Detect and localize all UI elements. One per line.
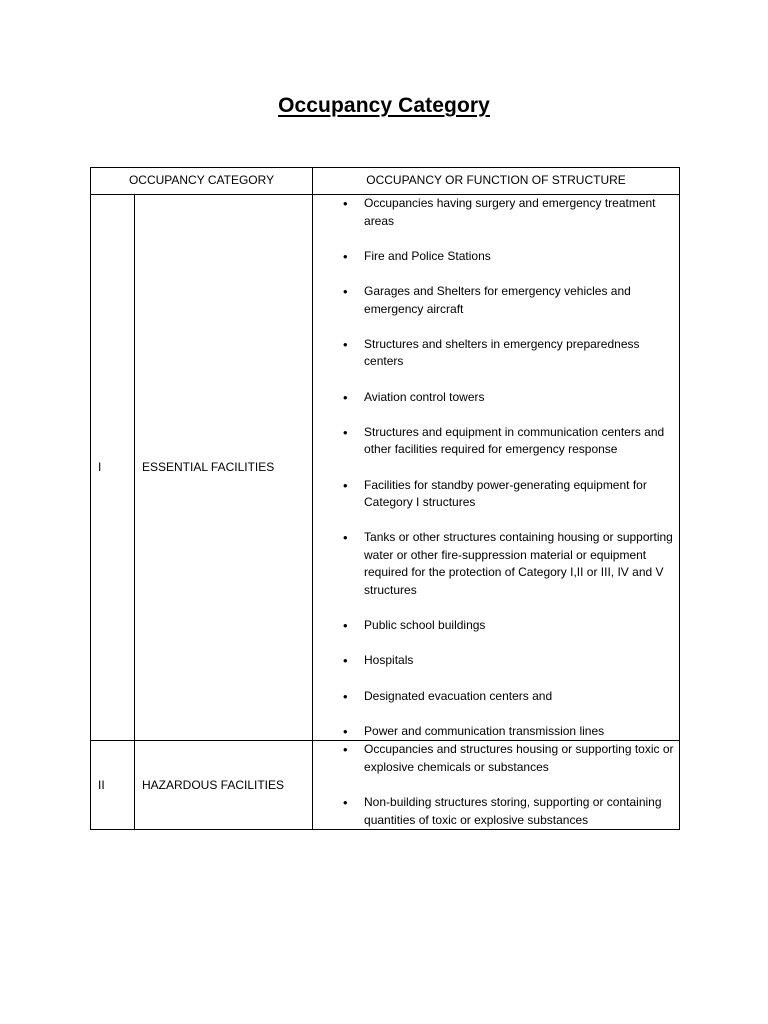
table-header-row xyxy=(91,168,680,195)
category-items-cell xyxy=(313,195,680,741)
list-item: • Designated evacuation centers and xyxy=(313,688,679,706)
category-number: II xyxy=(91,741,135,830)
list-item: • Structures and equipment in communication centers and other facilities required for emergency response xyxy=(313,424,679,459)
category-items-cell xyxy=(313,741,680,830)
list-item: • Structures and shelters in emergency preparedness centers xyxy=(313,336,679,371)
header-occupancy-category: OCCUPANCY CATEGORY xyxy=(91,168,313,195)
bullet-list xyxy=(313,195,679,740)
list-item: • Facilities for standby power-generating equipment for Category I structures xyxy=(313,477,679,512)
category-name: HAZARDOUS FACILITIES xyxy=(135,741,313,830)
list-item: • Tanks or other structures containing housing or supporting water or other fire-suppression material or equipment required for the protection of Category I,II or III, IV and V structures xyxy=(313,529,679,599)
list-item: • Occupancies having surgery and emergency treatment areas xyxy=(313,195,679,230)
list-item: • Garages and Shelters for emergency vehicles and emergency aircraft xyxy=(313,283,679,318)
list-item: • Power and communication transmission lines xyxy=(313,723,679,741)
list-item: • Aviation control towers xyxy=(313,389,679,407)
table-row xyxy=(91,195,680,741)
category-number: I xyxy=(91,195,135,741)
list-item: • Fire and Police Stations xyxy=(313,248,679,266)
table-row xyxy=(91,741,680,830)
page-title: Occupancy Category xyxy=(278,94,490,117)
header-occupancy-function: OCCUPANCY OR FUNCTION OF STRUCTURE xyxy=(313,168,680,195)
list-item: • Non-building structures storing, supporting or containing quantities of toxic or explosive substances xyxy=(313,794,679,829)
occupancy-table xyxy=(90,167,680,830)
list-item: • Hospitals xyxy=(313,652,679,670)
list-item: • Occupancies and structures housing or supporting toxic or explosive chemicals or substances xyxy=(313,741,679,776)
bullet-list xyxy=(313,741,679,829)
category-name: ESSENTIAL FACILITIES xyxy=(135,195,313,741)
list-item: • Public school buildings xyxy=(313,617,679,635)
